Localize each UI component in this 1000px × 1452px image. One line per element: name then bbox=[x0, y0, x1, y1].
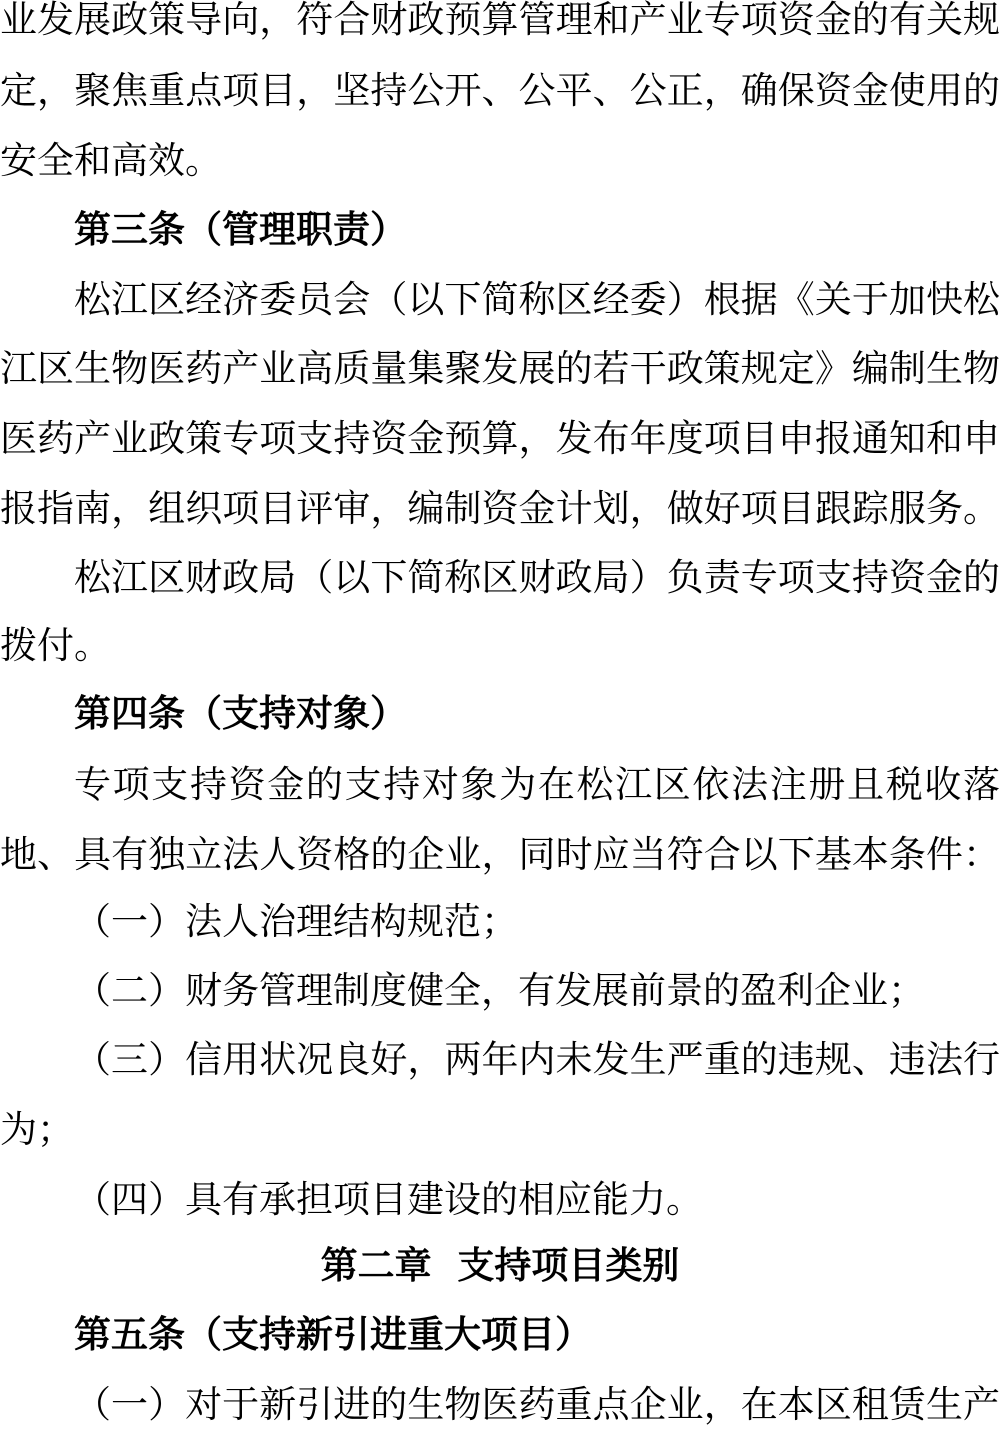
list-item: （二）财务管理制度健全，有发展前景的盈利企业； bbox=[74, 969, 925, 1012]
list-item: （一）法人治理结构规范； bbox=[74, 900, 518, 943]
paragraph-line: 医药产业政策专项支持资金预算，发布年度项目申报通知和申 bbox=[0, 417, 1000, 460]
chapter-heading: 第二章 支持项目类别 bbox=[320, 1244, 680, 1287]
paragraph-line: 拨付。 bbox=[0, 624, 111, 667]
paragraph-line: 安全和高效。 bbox=[0, 139, 222, 182]
list-item: （一）对于新引进的生物医药重点企业，在本区租赁生产 bbox=[74, 1383, 1000, 1426]
paragraph-line: 业发展政策导向，符合财政预算管理和产业专项资金的有关规 bbox=[0, 0, 1000, 41]
paragraph-line: 定，聚焦重点项目，坚持公开、公平、公正，确保资金使用的 bbox=[0, 69, 1000, 112]
paragraph-line: 地、具有独立法人资格的企业，同时应当符合以下基本条件： bbox=[0, 833, 1000, 876]
paragraph-line: 专项支持资金的支持对象为在松江区依法注册且税收落 bbox=[74, 763, 1000, 806]
list-item: （三）信用状况良好，两年内未发生严重的违规、违法行 bbox=[74, 1038, 1000, 1081]
paragraph-line: 江区生物医药产业高质量集聚发展的若干政策规定》编制生物 bbox=[0, 347, 1000, 390]
article-heading: 第四条（支持对象） bbox=[74, 692, 407, 735]
paragraph-line: 松江区经济委员会（以下简称区经委）根据《关于加快松 bbox=[74, 278, 1000, 321]
article-heading: 第五条（支持新引进重大项目） bbox=[74, 1313, 592, 1356]
list-item-continuation: 为； bbox=[0, 1108, 74, 1151]
paragraph-line: 松江区财政局（以下简称区财政局）负责专项支持资金的 bbox=[74, 556, 1000, 599]
paragraph-line: 报指南，组织项目评审，编制资金计划，做好项目跟踪服务。 bbox=[0, 487, 1000, 530]
list-item: （四）具有承担项目建设的相应能力。 bbox=[74, 1178, 703, 1221]
article-heading: 第三条（管理职责） bbox=[74, 208, 407, 251]
